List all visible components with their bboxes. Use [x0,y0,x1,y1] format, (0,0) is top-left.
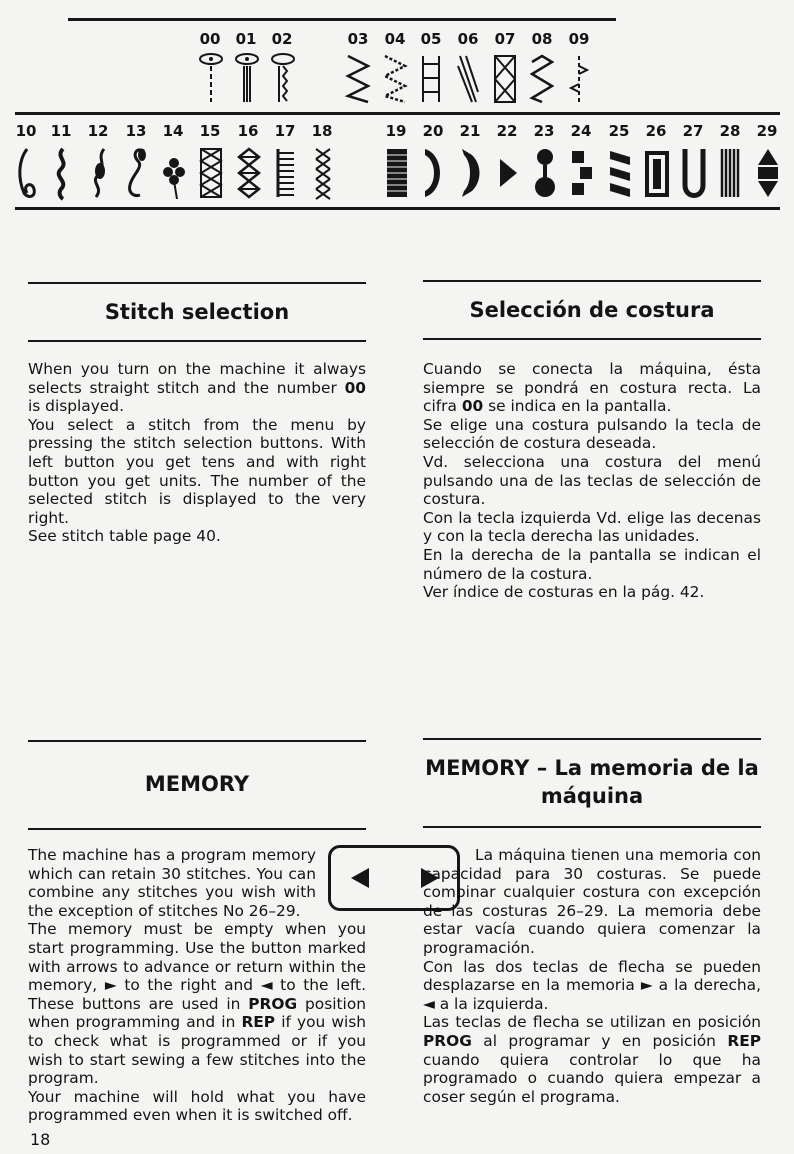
seleccion-costura-heading: Selección de costura [469,298,715,322]
stitch-number: 27 [682,122,704,140]
stitch-number: 02 [271,30,293,48]
block-step-stitch-icon [569,145,595,201]
paragraph: Con las dos teclas de flecha se pueden desplazarse en la memoria ► a la derecha, ◄ a la izquierda. [423,957,761,1013]
section-rule [28,282,366,284]
paragraph: Se elige una costura pulsando la tecla de selección de costura deseada. [423,415,761,453]
section-rule [423,826,761,828]
swan-decorative-stitch-icon [124,145,150,201]
page-number: 18 [30,1130,51,1149]
memoria-text [423,846,761,1106]
triangle-stitch-icon [495,145,521,201]
paragraph: When you turn on the machine it always selects straight stitch and the number 00 is displayed. [28,360,366,416]
section-rule [423,738,761,740]
paragraph: The memory must be empty when you start programming. Use the button marked with arrows to advance or return within the memory, ► to the right and ◄ to the left. These buttons are used in PROG position when programming and in REP if you wish to check what is programmed or if you wish to start sewing a few stitches into the program. [28,920,366,1088]
paragraph: Vd. selecciona una costura del menú pulsando una de las teclas de selección de costura. [423,452,761,509]
stitch-number: 18 [311,122,333,140]
stitch-number: 21 [459,122,481,140]
leaf-decorative-stitch-icon [14,145,40,201]
straight-stitch-icon [196,52,226,104]
stitch-number: 24 [570,122,592,140]
section-rule [28,340,366,342]
stitch-number: 10 [15,122,37,140]
stitch-number: 07 [494,30,516,48]
stitch-number: 00 [199,30,221,48]
stitch-number: 13 [125,122,147,140]
left-scallop-stitch-icon [458,145,484,201]
paragraph: Cuando se conecta la máquina, ésta siempre se pondrá en costura recta. La cifra 00 se indica en la pantalla. [423,360,761,416]
paragraph: Con la tecla izquierda Vd. elige las decenas y con la tecla derecha las unidades. [423,508,761,546]
section-rule [423,338,761,340]
stitch-number: 20 [422,122,444,140]
memory-heading: MEMORY [144,772,250,796]
clover-decorative-stitch-icon [161,145,187,201]
section-rule [28,828,366,830]
stretch-stitch-icon [268,52,298,104]
stitch-number: 06 [457,30,479,48]
blind-stitch-icon [565,52,593,104]
paragraph: See stitch table page 40. [28,527,221,546]
stitch-number: 25 [608,122,630,140]
satin-bar-stitch-icon [384,145,410,201]
stitch-selection-heading: Stitch selection [104,300,290,324]
diamond-lattice-stitch-icon [198,145,224,201]
stitch-number: 23 [533,122,555,140]
paragraph: You select a stitch from the menu by pressing the stitch selection buttons. With left button you get tens and with right button you get units. The number of the selected stitch is displayed to the very right. [28,415,366,527]
stitch-number: 14 [162,122,184,140]
section-rule [28,740,366,742]
stitch-number: 09 [568,30,590,48]
feather-stitch-icon [454,52,482,104]
triple-straight-stitch-icon [232,52,262,104]
right-scallop-stitch-icon [421,145,447,201]
vine-decorative-stitch-icon [86,145,112,201]
buttonhole-stitch-icon [681,145,707,201]
honeycomb-stitch-icon [236,145,262,201]
diagonal-satin-stitch-icon [607,145,633,201]
zigzag-stitch-icon [344,52,372,104]
stitch-number: 19 [385,122,407,140]
dense-bar-stitch-icon [718,145,744,201]
paragraph: Las teclas de flecha se utilizan en posición PROG al programar y en posición REP cuando quiera controlar lo que ha programado o cuando quiera empezar a coser según el programa. [423,1013,761,1106]
paragraph: Your machine will hold what you have programmed even when it is switched off. [28,1087,366,1125]
stitch-number: 12 [87,122,109,140]
diamond-satin-stitch-icon [755,145,781,201]
seleccion-costura-text [423,360,761,602]
paragraph: Ver índice de costuras en la pág. 42. [423,583,705,602]
stitch-number: 05 [420,30,442,48]
chart-top-rule [68,18,616,21]
paragraph: En la derecha de la pantalla se indican el número de la costura. [423,545,761,583]
stitch-number: 17 [274,122,296,140]
stitch-number: 11 [50,122,72,140]
cross-stitch-icon [491,52,519,104]
chart-middle-rule [15,112,780,115]
ladder-stitch-icon [273,145,299,201]
stitch-number: 16 [237,122,259,140]
paragraph: La máquina tienen una memoria con capacidad para 30 costuras. Se puede combinar cualquier costura con excepción de las costuras 26–29. La memoria debe estar vacía cuando quiera comenzar la programación. [423,846,761,957]
stitch-number: 26 [645,122,667,140]
box-outline-stitch-icon [644,145,670,201]
shell-decorative-stitch-icon [49,145,75,201]
memoria-heading: MEMORY – La memoria de la máquina [425,756,759,808]
stitch-number: 04 [384,30,406,48]
stitch-number: 03 [347,30,369,48]
stitch-number: 22 [496,122,518,140]
chart-bottom-rule [15,207,780,210]
dot-bar-stitch-icon [532,145,558,201]
overlock-stitch-icon [417,52,445,104]
stitch-number: 15 [199,122,221,140]
stitch-number: 08 [531,30,553,48]
stitch-selection-text [28,360,366,546]
three-step-zigzag-icon [381,52,409,104]
section-rule [423,280,761,282]
paragraph: The machine has a program memory which can retain 30 stitches. You can combine any stitches you wish with the exception of stitches No 26–29. [28,846,316,920]
wave-stitch-icon [528,52,556,104]
chain-cross-stitch-icon [310,145,336,201]
stitch-number: 29 [756,122,778,140]
stitch-number: 01 [235,30,257,48]
stitch-number: 28 [719,122,741,140]
memory-text [28,846,366,1125]
